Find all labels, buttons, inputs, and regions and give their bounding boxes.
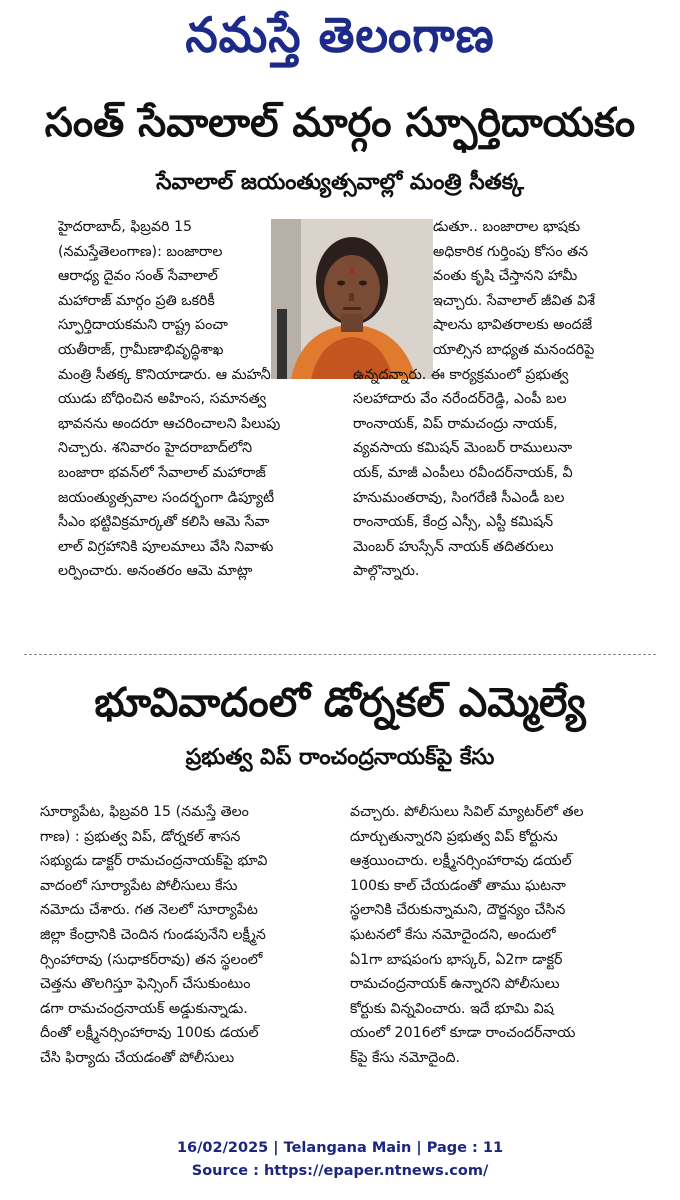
text-line: మంత్రి సీతక్క కొనియాడారు. ఆ మహనీ bbox=[58, 366, 271, 383]
text-line: చెత్తను తొలగిస్తూ ఫెన్సింగ్ చేసుకుంటుం bbox=[40, 976, 251, 993]
text-line: భావనను అందరూ ఆచరించాలని పిలుపు bbox=[58, 415, 281, 432]
text-line: మహారాజ్ మార్గం ప్రతి ఒకరికీ bbox=[58, 292, 215, 309]
article2-column-right bbox=[350, 800, 646, 1071]
text-line: దూర్చుతున్నారని ప్రభుత్వ విప్ కోర్టును bbox=[350, 828, 558, 845]
text-line: రాంనాయక్, విప్ రామచంద్రు నాయక్, bbox=[353, 415, 558, 432]
text-line: జిల్లా కేంద్రానికి చెందిన గుండపునేని లక్ష్మీన bbox=[40, 926, 266, 943]
text-line: ఉన్నదన్నారు. ఈ కార్యక్రమంలో ప్రభుత్వ bbox=[353, 366, 569, 383]
text-line: వ్యవసాయ కమిషన్ మెంబర్ రాములునా bbox=[353, 440, 573, 457]
text-line: ఇచ్చారు. సేవాలాల్ జీవిత విశే bbox=[433, 292, 595, 309]
text-line: కోర్టుకు విన్నవించారు. ఇదే భూమి విష bbox=[350, 1000, 554, 1017]
article1-headline: సంత్ సేవాలాల్ మార్గం స్ఫూర్తిదాయకం bbox=[44, 100, 636, 146]
text-line: జయంత్యుత్సవాల సందర్భంగా డిప్యూటీ bbox=[58, 489, 275, 506]
text-line: నమోదు చేశారు. గత నెలలో సూర్యాపేట bbox=[40, 902, 258, 919]
article1-column-left bbox=[58, 215, 368, 584]
text-line: యతీరాజ్, గ్రామీణాభివృద్ధిశాఖ bbox=[58, 341, 224, 358]
text-line: లాల్ విగ్రహానికి పూలమాలు వేసి నివాళు bbox=[58, 538, 274, 555]
text-line: స్ఫూర్తిదాయకమని రాష్ట్ర పంచా bbox=[58, 317, 228, 334]
article1-column-right bbox=[353, 215, 653, 584]
text-line: మెంబర్ హుస్సేన్ నాయక్ తదితరులు bbox=[353, 538, 554, 555]
text-line: వాదంలో సూర్యాపేట పోలీసులు కేసు bbox=[40, 877, 238, 894]
text-line: 100కు కాల్ చేయడంతో తాము ఘటనా bbox=[350, 877, 566, 894]
text-line: క్‌పై కేసు నమోదైంది. bbox=[350, 1049, 461, 1066]
article1-subheadline: సేవాలాల్ జయంత్యుత్సవాల్లో మంత్రి సీతక్క bbox=[156, 170, 524, 195]
text-line: ఆరాధ్య దైవం సంత్ సేవాలాల్ bbox=[58, 268, 218, 285]
text-line: సీఎం భట్టివిక్రమార్కతో కలిసి ఆమె సేవా bbox=[58, 514, 270, 531]
text-line: సూర్యాపేట, ఫిబ్రవరి 15 (నమస్తే తెలం bbox=[40, 804, 249, 820]
article-divider bbox=[24, 654, 656, 655]
text-line: హైదరాబాద్, ఫిబ్రవరి 15 bbox=[58, 219, 193, 235]
text-line: అధికారిక గుర్తింపు కోసం తన bbox=[433, 243, 589, 260]
text-line: షాలను భావితరాలకు అందజే bbox=[433, 317, 593, 334]
text-line: పాల్గొన్నారు. bbox=[353, 563, 420, 580]
text-line: సభ్యుడు డాక్టర్ రామచంద్రనాయక్‌పై భూవి bbox=[40, 853, 268, 870]
text-line: వచ్చారు. పోలీసులు సివిల్ మ్యాటర్‌లో తల bbox=[350, 804, 584, 820]
text-line: స్థలానికి చేరుకున్నామని, దౌర్జన్యం చేసిన bbox=[350, 902, 566, 919]
text-line: యక్, మాజీ ఎంపీలు రవీందర్‌నాయక్, వీ bbox=[353, 464, 573, 481]
text-line: ర్సింహారావు (సుధాకర్‌రావు) తన స్థలంలో bbox=[40, 951, 263, 968]
masthead bbox=[0, 8, 680, 74]
text-line: ఘటనలో కేసు నమోదైందని, అందులో bbox=[350, 926, 556, 943]
masthead-title: నమస్తే తెలంగాణ bbox=[185, 6, 495, 64]
text-line: చేసి ఫిర్యాదు చేయడంతో పోలీసులు bbox=[40, 1049, 235, 1066]
text-line: (నమస్తేతెలంగాణ): బంజారాల bbox=[58, 243, 223, 260]
text-line: ఏ1గా బాషపంగు భాస్కర్, ఏ2గా డాక్టర్ bbox=[350, 951, 563, 968]
footer-source: Source : https://epaper.ntnews.com/ bbox=[191, 1163, 489, 1179]
text-line: రామచంద్రనాయక్ ఉన్నారని పోలీసులు bbox=[350, 976, 560, 993]
text-line: హనుమంతరావు, సింగరేణి సీఎండీ బల bbox=[353, 489, 565, 506]
text-line: రాంనాయక్, కేంద్ర ఎస్సీ, ఎస్టీ కమిషన్ bbox=[353, 514, 554, 531]
text-line: వంతు కృషి చేస్తానని హామీ bbox=[433, 268, 578, 285]
text-line: డగా రామచంద్రనాయక్ అడ్డుకున్నాడు. bbox=[40, 1000, 248, 1017]
text-line: లర్పించారు. అనంతరం ఆమె మాట్లా bbox=[58, 563, 253, 580]
text-line: డుతూ.. బంజారాల భాషకు bbox=[433, 219, 581, 235]
text-line: యంలో 2016లో కూడా రాంచందర్‌నాయ bbox=[350, 1025, 576, 1042]
text-line: గాణ) : ప్రభుత్వ విప్, డోర్నకల్ శాసన bbox=[40, 828, 241, 845]
text-line: నిచ్చారు. శనివారం హైదరాబాద్‌లోని bbox=[58, 440, 253, 457]
text-line: ఆశ్రయించారు. లక్ష్మీనర్సింహారావు డయల్ bbox=[350, 853, 572, 870]
text-line: యాల్సిన బాధ్యత మనందరిపై bbox=[433, 341, 595, 358]
text-line: దీంతో లక్ష్మీనర్సింహారావు 100కు డయల్ bbox=[40, 1025, 259, 1042]
footer-date-page: 16/02/2025 | Telangana Main | Page : 11 bbox=[176, 1140, 504, 1156]
text-line: బంజారా భవన్‌లో సేవాలాల్ మహారాజ్ bbox=[58, 464, 266, 481]
article2-subheadline: ప్రభుత్వ విప్ రాంచంద్రనాయక్‌పై కేసు bbox=[185, 745, 495, 770]
text-line: యుడు బోధించిన అహింస, సమానత్వ bbox=[58, 391, 267, 408]
article2-headline: భూవివాదంలో డోర్నకల్ ఎమ్మెల్యే bbox=[94, 680, 586, 726]
text-line: సలహాదారు వేం నరేందర్‌రెడ్డి, ఎంపీ బల bbox=[353, 391, 567, 408]
article2-column-left bbox=[40, 800, 340, 1071]
